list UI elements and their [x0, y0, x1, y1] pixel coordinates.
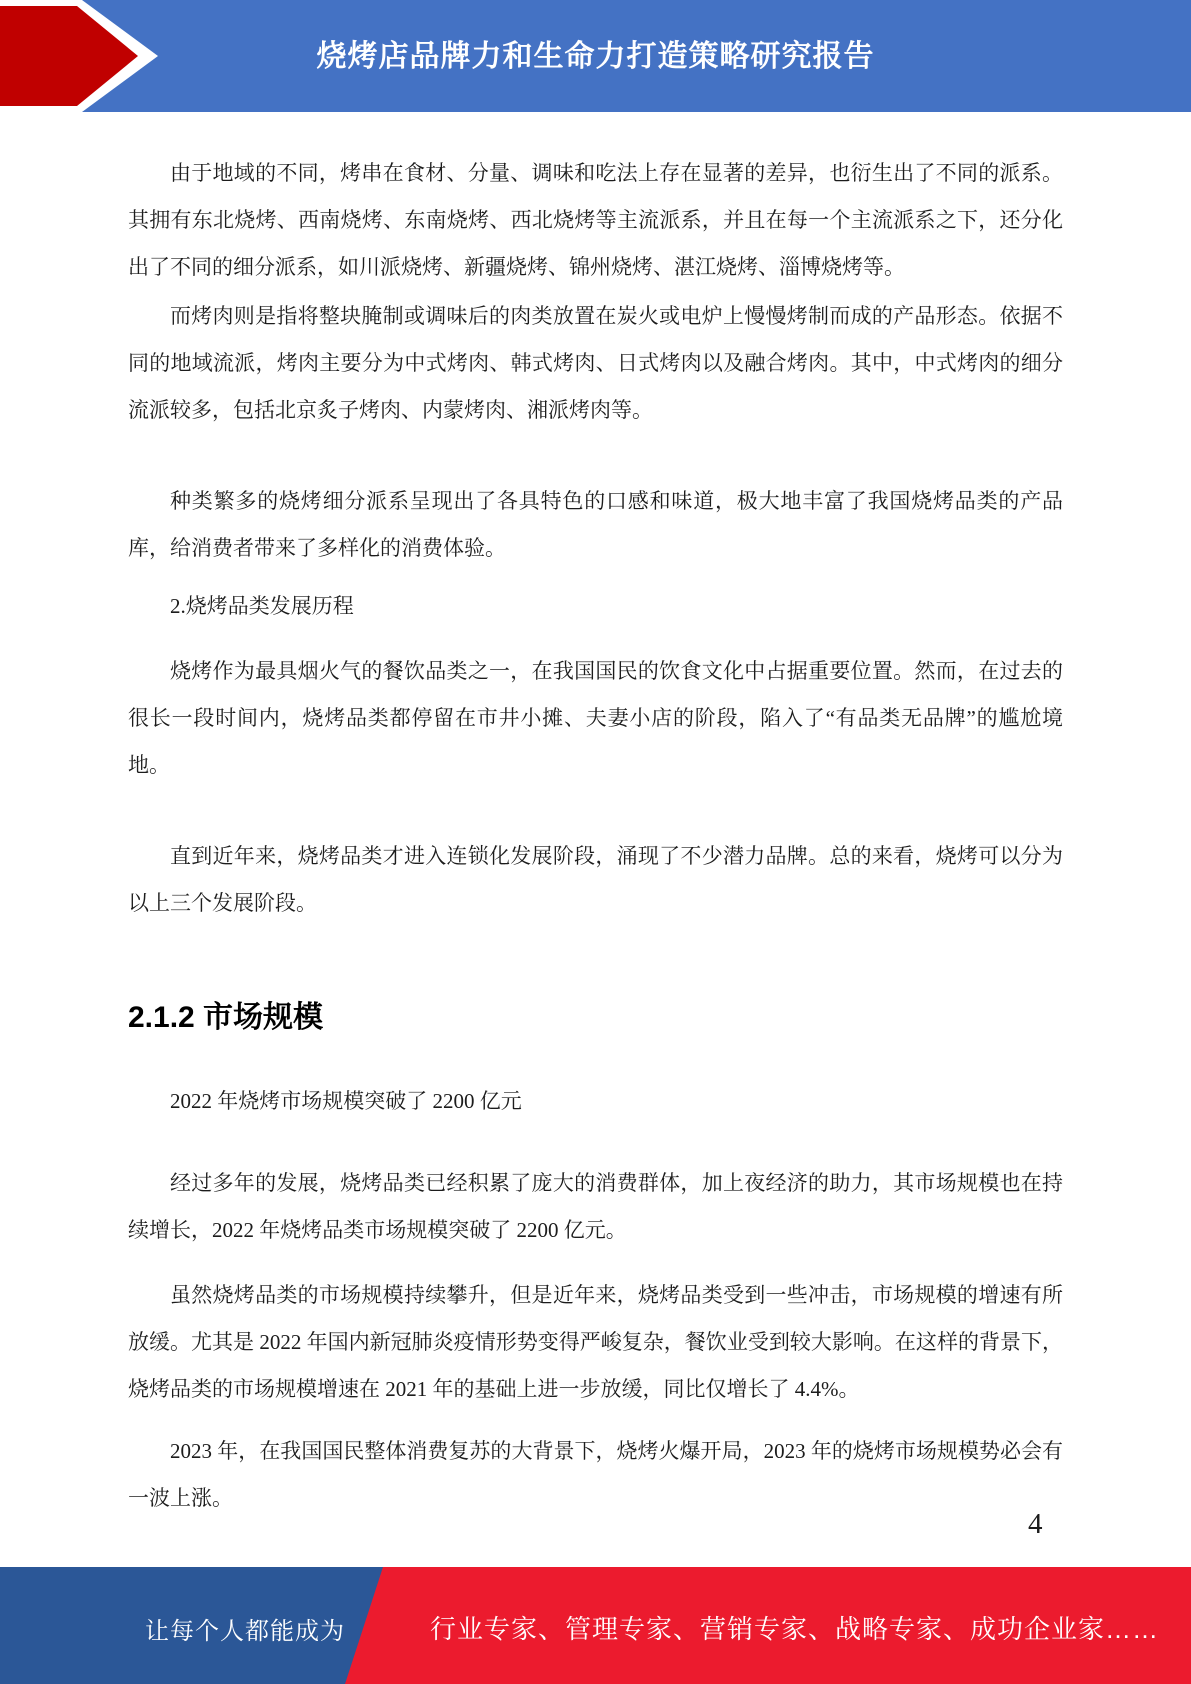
- footer-slogan-right: 行业专家、管理专家、营销专家、战略专家、成功企业家……: [430, 1614, 1160, 1644]
- header-bar: [0, 0, 1191, 112]
- paragraph-chain-development-stage: 直到近年来，烧烤品类才进入连锁化发展阶段，涌现了不少潜力品牌。总的来看，烧烤可以分为以上三个发展阶段。: [128, 844, 1063, 915]
- paragraph-variety-enriches-category: 种类繁多的烧烤细分派系呈现出了各具特色的口感和味道，极大地丰富了我国烧烤品类的产品库，给消费者带来了多样化的消费体验。: [128, 489, 1063, 560]
- page-number: 4: [1028, 1508, 1043, 1540]
- report-title: 烧烤店品牌力和生命力打造策略研究报告: [316, 40, 875, 73]
- paragraph-barbecue-skewer-factions: 由于地域的不同，烤串在食材、分量、调味和吃法上存在显著的差异，也衍生出了不同的派系。其拥有东北烧烤、西南烧烤、东南烧烤、西北烧烤等主流派系，并且在每一个主流派系之下，还分化出了不同的细分派系，如川派烧烤、新疆烧烤、锦州烧烤、湛江烧烤、淄博烧烤等。: [128, 161, 1063, 279]
- footer-bar: [0, 1567, 1191, 1684]
- section-heading-market-size: 2.1.2 市场规模: [128, 1001, 324, 1034]
- paragraph-category-stuck-no-brand: 烧烤作为最具烟火气的餐饮品类之一，在我国国民的饮食文化中占据重要位置。然而，在过去的很长一段时间内，烧烤品类都停留在市井小摊、夫妻小店的阶段，陷入了“有品类无品牌”的尴尬境地。: [128, 659, 1063, 777]
- paragraph-market-growth-2200: 经过多年的发展，烧烤品类已经积累了庞大的消费群体，加上夜经济的助力，其市场规模也在持续增长，2022 年烧烤品类市场规模突破了 2200 亿元。: [128, 1171, 1063, 1242]
- paragraph-2022-market-size-lead: 2022 年烧烤市场规模突破了 2200 亿元: [170, 1089, 522, 1113]
- paragraph-roast-meat-types: 而烤肉则是指将整块腌制或调味后的肉类放置在炭火或电炉上慢慢烤制而成的产品形态。依据不同的地域流派，烤肉主要分为中式烤肉、韩式烤肉、日式烤肉以及融合烤肉。其中，中式烤肉的细分流派较多，包括北京炙子烤肉、内蒙烤肉、湘派烤肉等。: [128, 304, 1063, 422]
- subheading-category-development-history: 2.烧烤品类发展历程: [170, 594, 354, 618]
- footer-slogan-left: 让每个人都能成为: [145, 1618, 345, 1645]
- paragraph-2023-recovery-outlook: 2023 年，在我国国民整体消费复苏的大背景下，烧烤火爆开局，2023 年的烧烤市场规模势必会有一波上涨。: [128, 1439, 1063, 1510]
- paragraph-growth-slowdown-covid: 虽然烧烤品类的市场规模持续攀升，但是近年来，烧烤品类受到一些冲击，市场规模的增速有所放缓。尤其是 2022 年国内新冠肺炎疫情形势变得严峻复杂，餐饮业受到较大影响。在这样的背景下，烧烤品类的市场规模增速在 2021 年的基础上进一步放缓，同比仅增长了 4.4%。: [128, 1283, 1063, 1401]
